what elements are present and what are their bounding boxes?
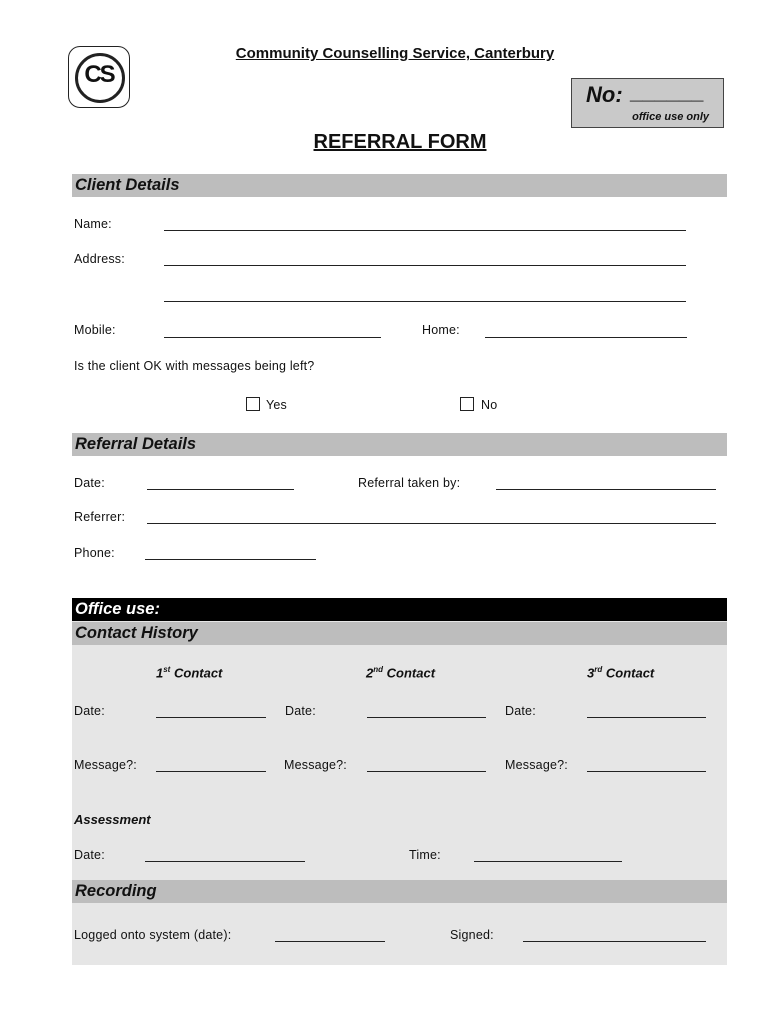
address-field-line2[interactable] [164, 301, 686, 302]
messages-question: Is the client OK with messages being left? [74, 359, 315, 373]
contact-3-date-label: Date: [505, 704, 536, 718]
home-label: Home: [422, 323, 460, 337]
assessment-heading: Assessment [74, 812, 151, 827]
contact-2-date-label: Date: [285, 704, 316, 718]
logged-label: Logged onto system (date): [74, 928, 232, 942]
referrer-label: Referrer: [74, 510, 126, 524]
client-details-header [72, 174, 727, 197]
office-no-blank: ______ [630, 79, 704, 104]
mobile-field[interactable] [164, 337, 381, 338]
contact-3-message-label: Message?: [505, 758, 568, 772]
office-use-header [72, 598, 727, 621]
office-use-panel [72, 598, 727, 965]
contact-2-sup: nd [373, 665, 384, 674]
recording-header [72, 880, 727, 903]
address-field-line1[interactable] [164, 265, 686, 266]
no-label: No [481, 398, 498, 412]
contact-history-header [72, 622, 727, 645]
logo-text: CS [84, 61, 114, 88]
form-title: REFERRAL FORM [313, 131, 487, 153]
contact-3-heading [587, 665, 654, 680]
phone-label: Phone: [74, 546, 115, 560]
mobile-label: Mobile: [74, 323, 116, 337]
contact-history-heading: Contact History [75, 624, 198, 642]
assessment-time-field[interactable] [474, 861, 622, 862]
contact-2-message-field[interactable] [367, 771, 486, 772]
yes-checkbox[interactable] [246, 397, 260, 411]
name-label: Name: [74, 217, 112, 231]
office-use-only: office use only [632, 111, 709, 123]
contact-1-date-field[interactable] [156, 717, 266, 718]
signed-label: Signed: [450, 928, 494, 942]
assessment-date-field[interactable] [145, 861, 305, 862]
contact-1-message-label: Message?: [74, 758, 137, 772]
office-no-box [571, 78, 724, 128]
contact-3-sup: rd [594, 665, 603, 674]
contact-1-sup: st [163, 665, 171, 674]
referral-date-label: Date: [74, 476, 105, 490]
address-label: Address: [74, 252, 125, 266]
logged-date-field[interactable] [275, 941, 385, 942]
referral-details-header [72, 433, 727, 456]
referral-date-field[interactable] [147, 489, 294, 490]
referrer-field[interactable] [147, 523, 716, 524]
contact-3-word: Contact [605, 665, 655, 681]
client-details-heading: Client Details [75, 176, 180, 194]
contact-2-date-field[interactable] [367, 717, 486, 718]
taken-by-field[interactable] [496, 489, 716, 490]
contact-2-message-label: Message?: [284, 758, 347, 772]
contact-1-num: 1 [156, 665, 164, 681]
contact-1-word: Contact [173, 665, 223, 681]
home-field[interactable] [485, 337, 687, 338]
assessment-time-label: Time: [409, 848, 441, 862]
contact-2-word: Contact [386, 665, 436, 681]
office-use-heading: Office use: [75, 600, 160, 618]
phone-field[interactable] [145, 559, 316, 560]
signed-field[interactable] [523, 941, 706, 942]
contact-3-message-field[interactable] [587, 771, 706, 772]
contact-3-num: 3 [587, 665, 595, 681]
contact-2-num: 2 [366, 665, 374, 681]
org-name: Community Counselling Service, Canterbury [235, 45, 555, 62]
office-no-label: No: [586, 82, 623, 107]
contact-1-heading [156, 665, 222, 680]
contact-1-date-label: Date: [74, 704, 105, 718]
recording-heading: Recording [75, 882, 157, 900]
contact-2-heading [366, 665, 435, 680]
taken-by-label: Referral taken by: [358, 476, 461, 490]
yes-label: Yes [266, 398, 287, 412]
contact-3-date-field[interactable] [587, 717, 706, 718]
contact-1-message-field[interactable] [156, 771, 266, 772]
referral-details-heading: Referral Details [75, 435, 197, 453]
name-field[interactable] [164, 230, 686, 231]
assessment-date-label: Date: [74, 848, 105, 862]
no-checkbox[interactable] [460, 397, 474, 411]
